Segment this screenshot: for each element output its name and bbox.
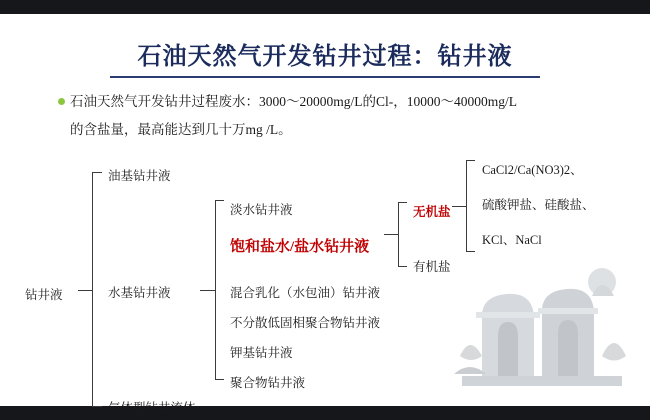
node-oil-based: 油基钻井液	[108, 169, 171, 183]
water-based-brace	[215, 200, 224, 380]
bullet-block	[58, 88, 618, 144]
tree-diagram	[0, 150, 650, 415]
root-brace	[92, 172, 102, 407]
bullet-dot-icon	[58, 98, 65, 105]
node-emulsion: 混合乳化（水包油）钻井液	[230, 286, 381, 300]
node-water-based: 水基钻井液	[108, 286, 171, 300]
node-inorganic-salt: 无机盐	[413, 205, 451, 219]
inorganic-salt-stem	[452, 206, 467, 207]
tree-root-label: 钻井液	[25, 288, 63, 302]
node-potassium-based: 钾基钻井液	[230, 346, 293, 360]
node-nondispersed-polymer: 不分散低固相聚合物钻井液	[230, 316, 381, 330]
page-title: 石油天然气开发钻井过程：钻井液	[137, 44, 513, 70]
bullet-line-2: 的含盐量，最高能达到几十万mg /L。	[70, 122, 292, 137]
node-fresh-water: 淡水钻井液	[230, 203, 293, 217]
title-underline	[110, 76, 540, 78]
node-organic-salt: 有机盐	[413, 260, 451, 274]
root-stem	[78, 290, 93, 291]
salt-item-3: KCl、NaCl	[482, 233, 542, 247]
salt-item-1: CaCl2/Ca(NO3)2、	[482, 163, 583, 177]
salt-stem	[384, 234, 399, 235]
water-based-stem	[200, 290, 216, 291]
inorganic-salt-brace	[466, 160, 475, 252]
top-band	[0, 0, 650, 14]
node-gas-based: 气体型钻井流体	[108, 401, 196, 415]
salt-brace	[398, 202, 407, 267]
bullet-text-1: 石油天然气开发钻井过程废水：3000～20000mg/L的Cl-，10000～40000mg/L	[70, 94, 517, 109]
node-saturated-brine: 饱和盐水/盐水钻井液	[230, 239, 370, 255]
node-polymer: 聚合物钻井液	[230, 376, 306, 390]
salt-item-2: 硫酸钾盐、硅酸盐、	[482, 198, 595, 212]
bullet-line-1	[58, 88, 618, 116]
bottom-band	[0, 406, 650, 420]
